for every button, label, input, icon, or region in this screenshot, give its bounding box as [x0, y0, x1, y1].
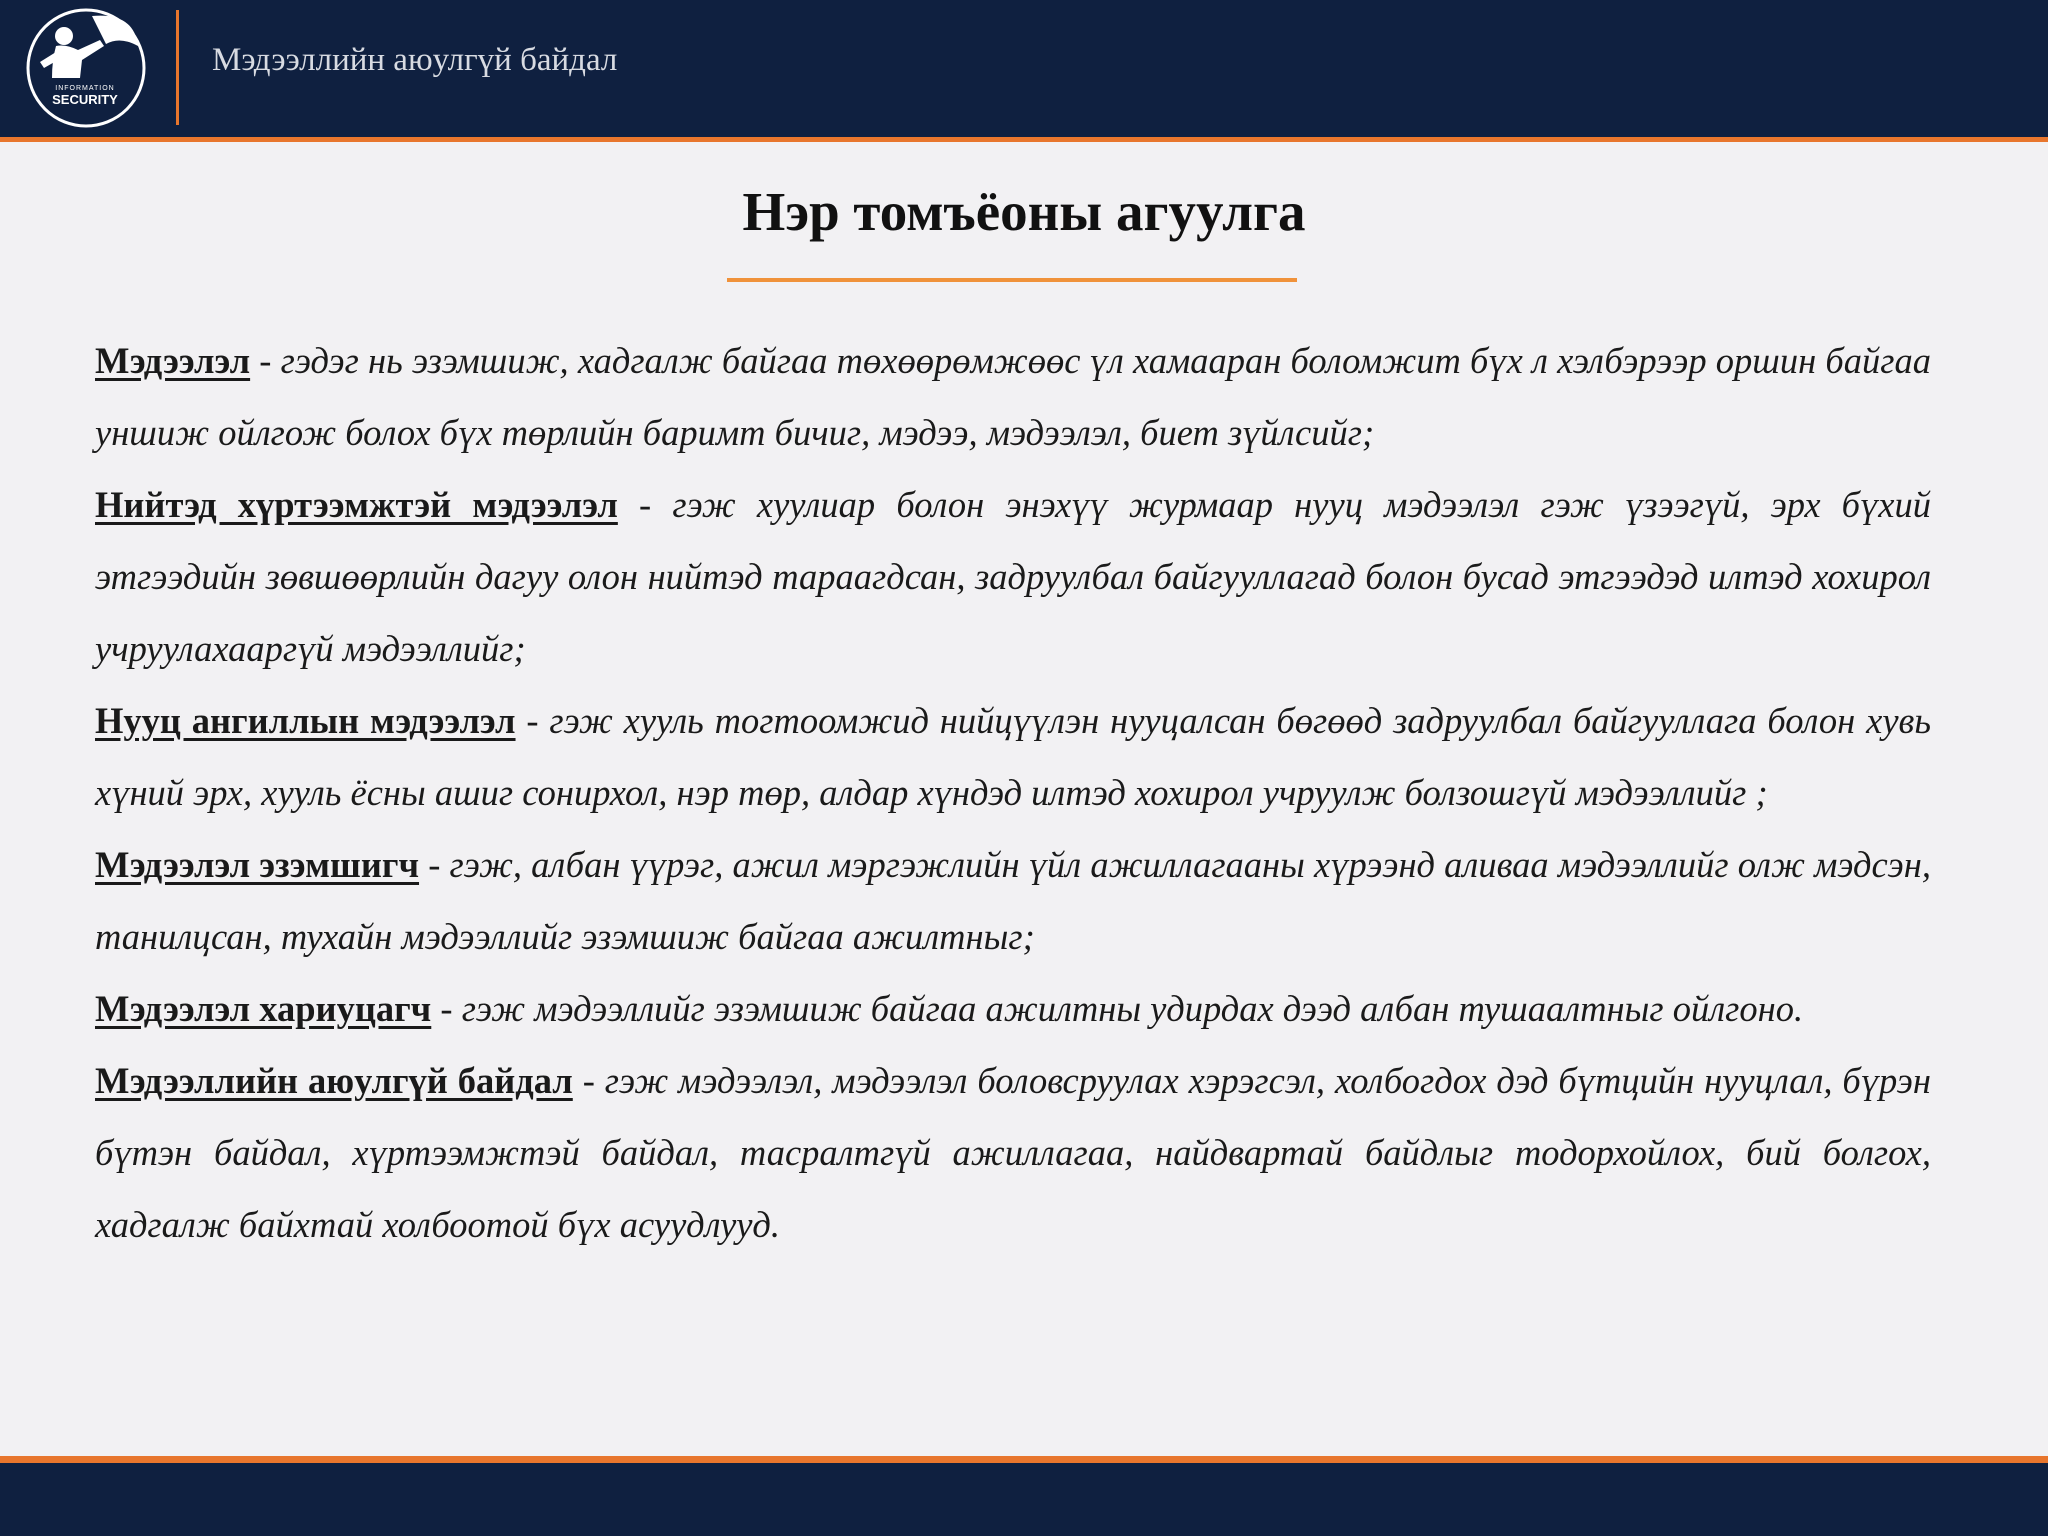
definition-item	[95, 469, 1931, 685]
logo-line2: SECURITY	[52, 92, 118, 107]
definition-text: гэж мэдээллийг эзэмшиж байгаа ажилтны удирдах дээд албан тушаалтныг ойлгоно.	[461, 988, 1804, 1029]
definitions-list	[95, 325, 1931, 1261]
definition-separator: -	[617, 484, 673, 525]
header-accent-line	[0, 137, 2048, 142]
definition-separator: -	[250, 340, 281, 381]
header-title: Мэдээллийн аюулгүй байдал	[212, 42, 618, 78]
definition-item	[95, 1045, 1931, 1261]
definition-item	[95, 973, 1931, 1045]
definition-separator: -	[572, 1060, 605, 1101]
definition-item	[95, 325, 1931, 469]
definition-separator: -	[515, 700, 550, 741]
definition-term: Мэдээлэл	[95, 340, 251, 381]
security-figure-icon	[22, 6, 152, 128]
footer-bar	[0, 1463, 2048, 1536]
definition-separator: -	[419, 844, 450, 885]
slide-title: Нэр томъёоны агуулга	[742, 181, 1306, 242]
definition-text: гэж мэдээлэл, мэдээлэл боловсруулах хэрэгсэл, холбогдох дэд бүтцийн нууцлал, бүрэн бүтэн байдал, хүртээмжтэй байдал, тасралтгүй ажиллагаа, найдвартай байдлыг тодорхойлох, бий болгох, хадгалж байхтай холбоотой бүх асуудлууд.	[95, 1060, 1931, 1245]
information-security-logo	[22, 6, 152, 128]
definition-term: Нууц ангиллын мэдээлэл	[95, 700, 516, 741]
definition-term: Мэдээлэл хариуцагч	[95, 988, 432, 1029]
header-bar	[0, 0, 2048, 137]
definition-item	[95, 829, 1931, 973]
title-underline	[727, 278, 1297, 282]
definition-item	[95, 685, 1931, 829]
definition-text: гэж, албан үүрэг, ажил мэргэжлийн үйл ажиллагааны хүрээнд аливаа мэдээллийг олж мэдсэн, танилцсан, тухайн мэдээллийг эзэмшиж байгаа ажилтныг;	[95, 844, 1932, 957]
definition-term: Мэдээллийн аюулгүй байдал	[95, 1060, 573, 1101]
definition-separator: -	[431, 988, 462, 1029]
definition-text: гэж хууль тогтоомжид нийцүүлэн нууцалсан бөгөөд задруулбал байгууллага болон хувь хүний эрх, хууль ёсны ашиг сонирхол, нэр төр, алдар хүндэд илтэд хохирол учруулж болзошгүй мэдээллийг ;	[95, 700, 1931, 813]
header-divider	[176, 10, 179, 125]
definition-term: Нийтэд хүртээмжтэй мэдээлэл	[95, 484, 618, 525]
definition-text: гэдэг нь эзэмшиж, хадгалж байгаа төхөөрөмжөөс үл хамааран боломжит бүх л хэлбэрээр оршин байгаа уншиж ойлгож болох бүх төрлийн баримт бичиг, мэдээ, мэдээлэл, биет зүйлсийг;	[95, 340, 1931, 453]
definition-text: гэж хуулиар болон энэхүү журмаар нууц мэдээлэл гэж үзээгүй, эрх бүхий этгээдийн зөвшөөрлийн дагуу олон нийтэд тараагдсан, задруулбал байгууллагад болон бусад этгээдэд илтэд хохирол учруулахааргүй мэдээллийг;	[95, 484, 1931, 669]
footer-accent-line	[0, 1456, 2048, 1463]
logo-line1: INFORMATION	[55, 85, 115, 92]
definition-term: Мэдээлэл эзэмшигч	[95, 844, 420, 885]
